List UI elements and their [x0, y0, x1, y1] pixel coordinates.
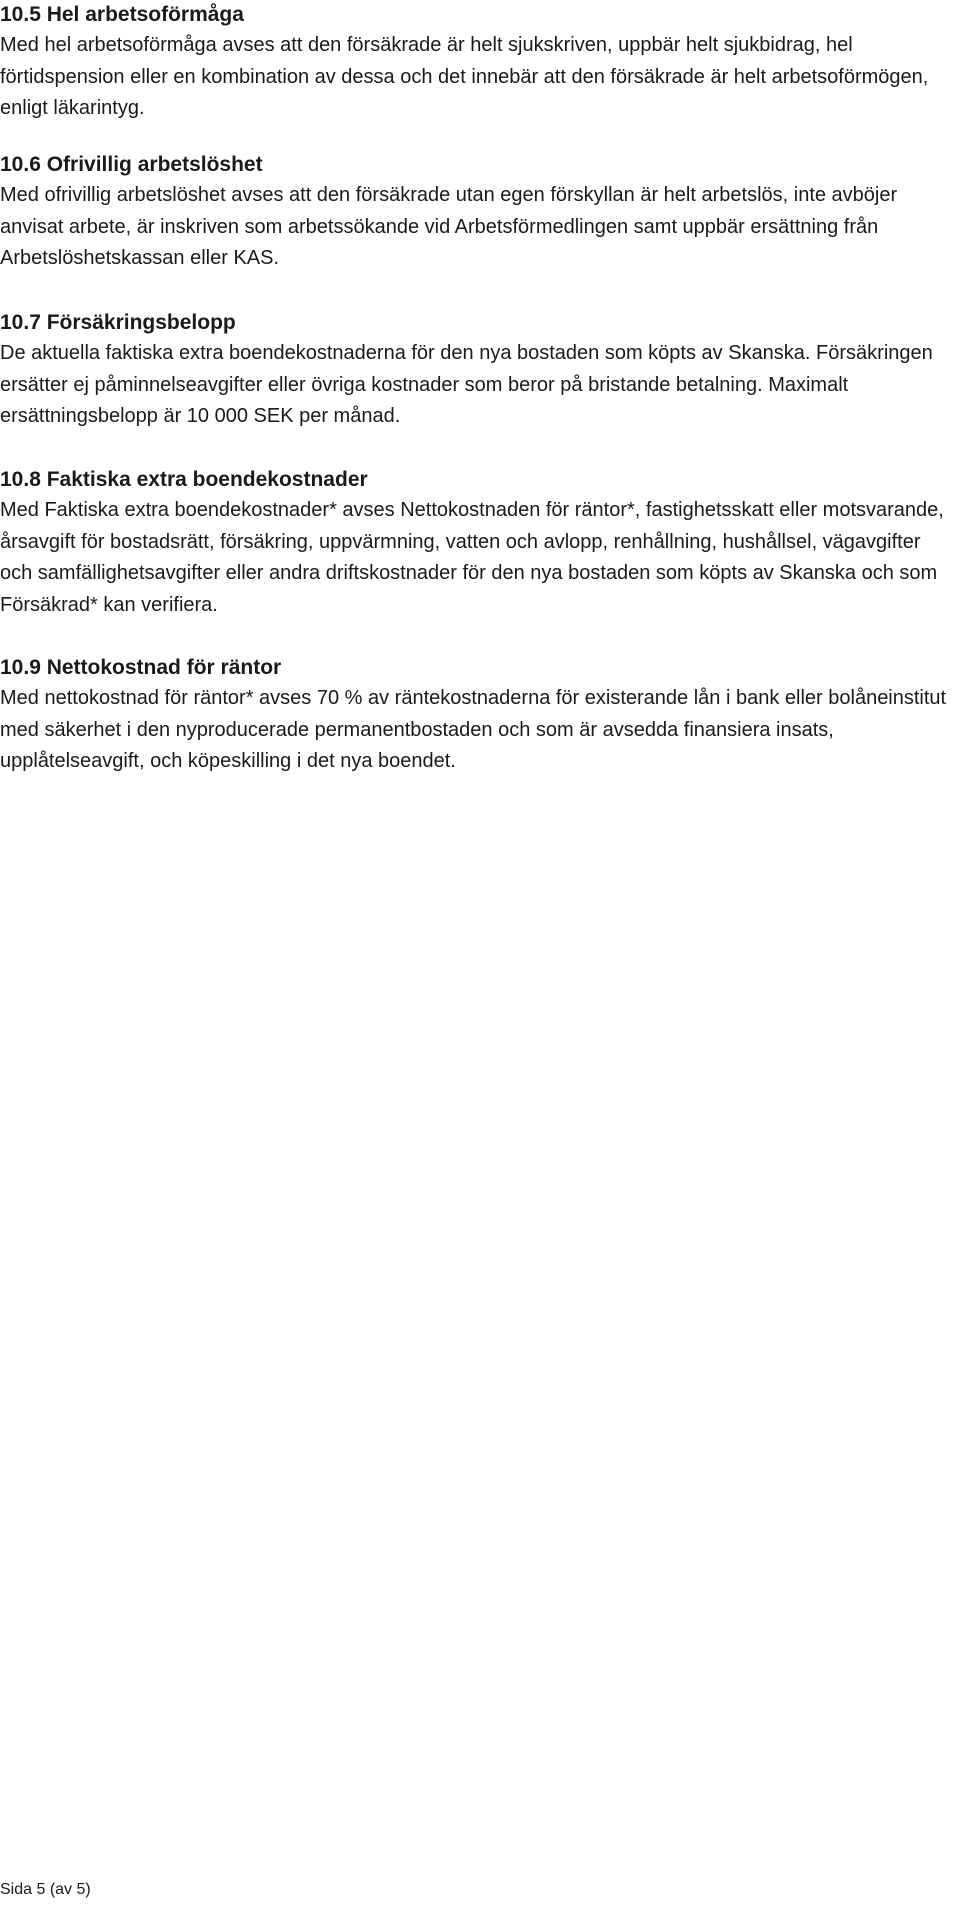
section-heading: 10.7 Försäkringsbelopp [0, 311, 236, 334]
section-body: Med ofrivillig arbetslöshet avses att den försäkrade utan egen förskyllan är helt arbetslös, inte avböjer anvisat arbete, är inskriven som arbetssökande vid Arbetsförmedlingen samt uppbär ersättning från Arbetslöshetskassan eller KAS. [0, 184, 898, 269]
section-hel-arbetsoformaga [0, 0, 955, 125]
section-ofrivillig-arbetsloshet [0, 150, 955, 275]
section-body: Med hel arbetsoförmåga avses att den försäkrade är helt sjukskriven, uppbär helt sjukbidrag, hel förtidspension eller en kombination av dessa och det innebär att den försäkrade är helt arbetsoförmögen, enligt läkarintyg. [0, 34, 929, 119]
section-forsakringsbelopp [0, 308, 955, 433]
section-heading: 10.5 Hel arbetsoförmåga [0, 3, 244, 26]
section-heading: 10.9 Nettokostnad för räntor [0, 656, 282, 679]
section-body: Med nettokostnad för räntor* avses 70 % av räntekostnaderna för existerande lån i bank eller bolåneinstitut med säkerhet i den nyproducerade permanentbostaden och som är avsedda finansiera insats, upplåtelseavgift, och köpeskilling i det nya boendet. [0, 687, 947, 772]
section-nettokostnad-for-rantor [0, 653, 955, 778]
section-body: De aktuella faktiska extra boendekostnaderna för den nya bostaden som köpts av Skanska. Försäkringen ersätter ej påminnelseavgifter eller övriga kostnader som beror på bristande betalning. Maximalt ersättningsbelopp är 10 000 SEK per månad. [0, 342, 933, 427]
section-heading: 10.6 Ofrivillig arbetslöshet [0, 153, 263, 176]
section-faktiska-extra-boendekostnader [0, 465, 955, 621]
section-body: Med Faktiska extra boendekostnader* avses Nettokostnaden för räntor*, fastighetsskatt eller motsvarande, årsavgift för bostadsrätt, försäkring, uppvärmning, vatten och avlopp, renhållning, hushållsel, vägavgifter och samfällighetsavgifter eller andra driftskostnader för den nya bostaden som köpts av Skanska och som Försäkrad* kan verifiera. [0, 499, 944, 616]
section-heading: 10.8 Faktiska extra boendekostnader [0, 468, 368, 491]
page-number: Sida 5 (av 5) [0, 1881, 91, 1898]
